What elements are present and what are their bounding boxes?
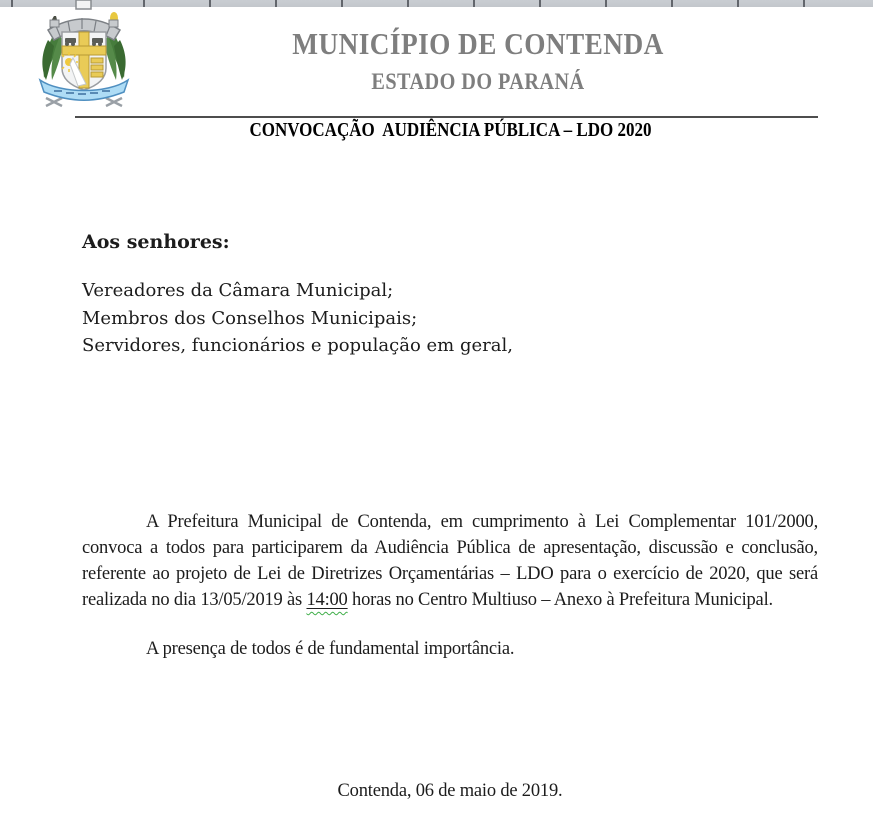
paragraph-text: horas no Centro Multiuso – Anexo à Prefeitura Municipal. xyxy=(347,590,773,610)
meeting-time: 14:00 xyxy=(306,590,348,610)
letterhead xyxy=(140,26,816,95)
addressee-line: Servidores, funcionários e população em geral, xyxy=(82,335,513,356)
municipality-title: MUNICÍPIO DE CONTENDA xyxy=(292,26,664,61)
body-paragraph xyxy=(82,509,818,613)
closing-sentence: A presença de todos é de fundamental importância. xyxy=(146,639,515,659)
document-title: CONVOCAÇÃO AUDIÊNCIA PÚBLICA – LDO 2020 xyxy=(248,119,652,141)
addressee-line: Vereadores da Câmara Municipal; xyxy=(82,280,394,301)
crest-shield xyxy=(62,32,106,90)
state-subtitle: ESTADO DO PARANÁ xyxy=(371,69,585,94)
addressee-line: Membros dos Conselhos Municipais; xyxy=(82,307,418,329)
date-line: Contenda, 06 de maio de 2019. xyxy=(337,781,563,801)
addressee-list xyxy=(82,277,513,360)
salutation: Aos senhores: xyxy=(82,231,230,253)
paragraph-text: A Prefeitura Municipal de Contenda, em cumprimento à Lei Complementar 101/2000, convoca a todos para participarem da Audiência Pública de apresentação, discussão e conclusão, referente ao projeto de Lei de Diretrizes Orçamentárias – LDO para o exercício de 2020, que será realizada no dia 13/05/2019 às xyxy=(82,512,818,610)
coat-of-arms-icon xyxy=(26,0,142,108)
header-divider xyxy=(75,116,818,118)
